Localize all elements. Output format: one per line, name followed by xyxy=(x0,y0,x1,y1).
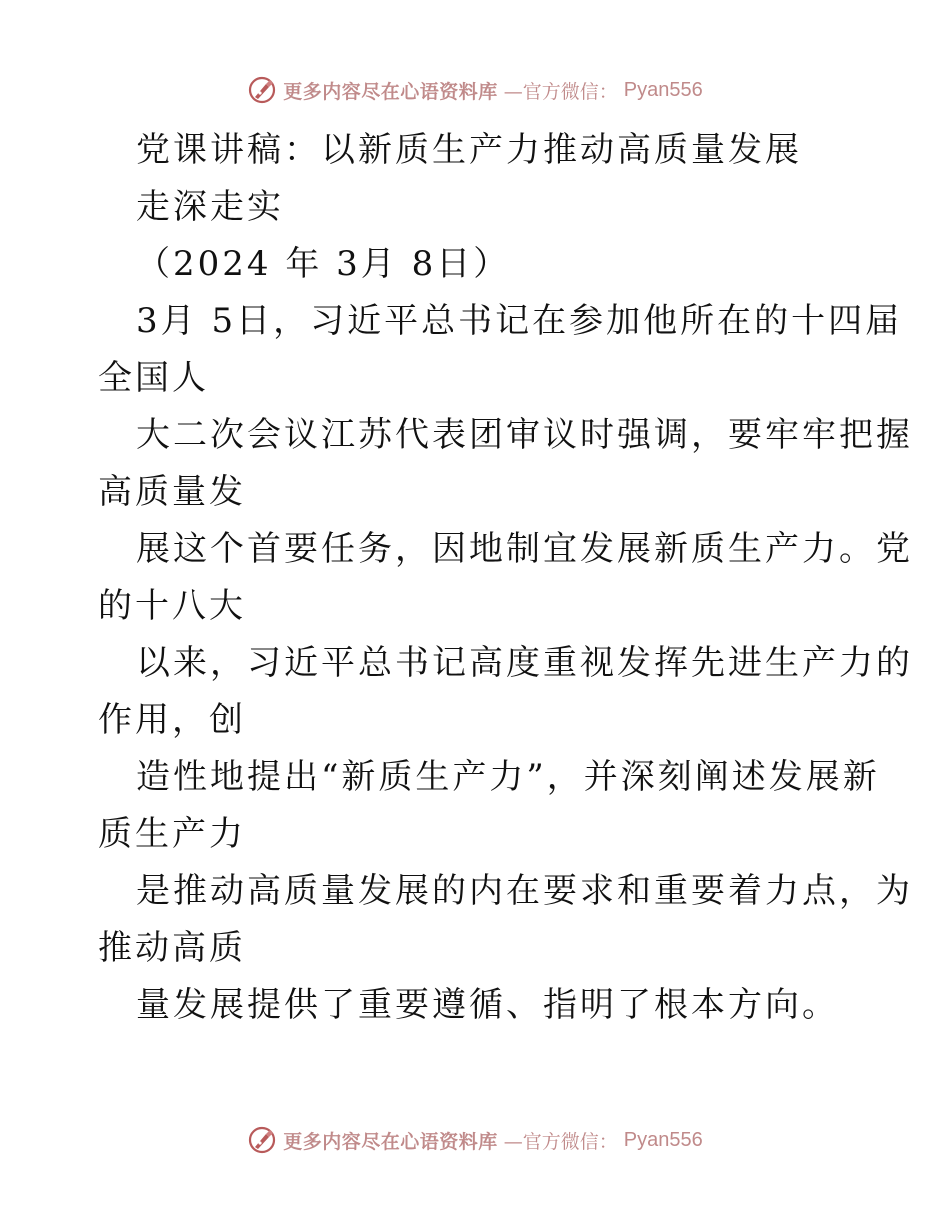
document-title-line-1: 党课讲稿：以新质生产力推动高质量发展 xyxy=(136,130,802,170)
watermark-separator: —官方微信： xyxy=(503,1130,618,1153)
watermark-text: 更多内容尽在心语资料库 xyxy=(283,80,498,103)
watermark-wechat-id: Pyan556 xyxy=(623,1128,703,1151)
text-line: 是推动高质量发展的内在要求和重要着力点，为 xyxy=(136,871,913,911)
text-line: 展这个首要任务，因地制宜发展新质生产力。党 xyxy=(136,529,913,569)
text-line: 的十八大 xyxy=(98,586,246,626)
watermark-separator: —官方微信： xyxy=(503,80,618,103)
text-line: 推动高质 xyxy=(98,928,246,968)
text-line: 大二次会议江苏代表团审议时强调，要牢牢把握 xyxy=(136,415,913,455)
header-watermark xyxy=(0,70,950,110)
watermark-text: 更多内容尽在心语资料库 xyxy=(283,1130,498,1153)
text-line: 3月 5日，习近平总书记在参加他所在的十四届 xyxy=(136,301,903,341)
document-title-line-2: 走深走实 xyxy=(136,187,284,227)
pen-nib-logo-icon xyxy=(247,1125,277,1155)
text-line: 作用，创 xyxy=(98,700,246,740)
text-line: 量发展提供了重要遵循、指明了根本方向。 xyxy=(136,985,839,1025)
document-body xyxy=(98,122,913,1034)
text-line: 质生产力 xyxy=(98,814,246,854)
text-line: 以来，习近平总书记高度重视发挥先进生产力的 xyxy=(136,643,913,683)
pen-nib-logo-icon xyxy=(247,75,277,105)
text-line: 造性地提出“新质生产力”，并深刻阐述发展新 xyxy=(136,757,880,797)
watermark-wechat-id: Pyan556 xyxy=(623,78,703,101)
text-line: 全国人 xyxy=(98,358,209,398)
text-line: 高质量发 xyxy=(98,472,246,512)
footer-watermark xyxy=(0,1120,950,1160)
document-date: （2024 年 3月 8日） xyxy=(136,244,511,284)
